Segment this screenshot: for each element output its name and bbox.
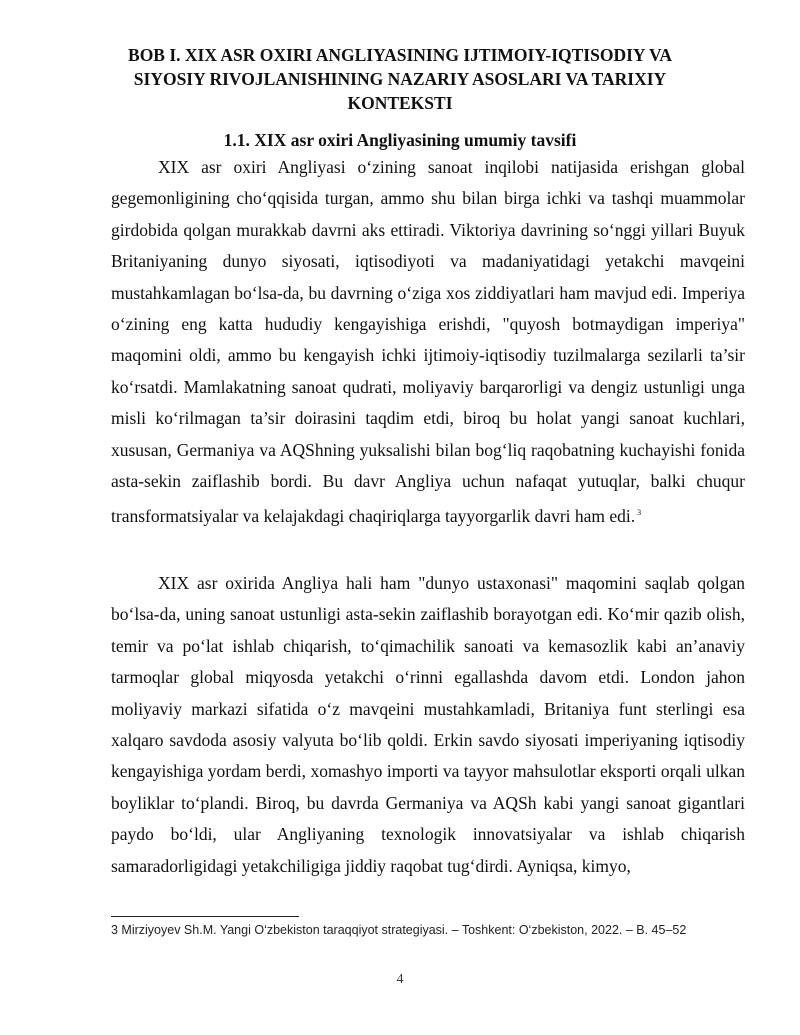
footnote: 3 Mirziyoyev Sh.M. Yangi O‘zbekiston taraqqiyot strategiyasi. – Toshkent: O‘zbekiston, 2022. – B. 45–52 <box>111 923 687 937</box>
footnote-divider <box>111 916 299 917</box>
chapter-title <box>110 43 690 115</box>
page-number: 4 <box>396 972 404 987</box>
footnote-reference[interactable]: 3 <box>637 508 642 518</box>
chapter-title-line: BOB I. XIX ASR OXIRI ANGLIYASINING IJTIMOIY-IQTISODIY VA <box>128 45 672 65</box>
body-paragraph <box>111 152 745 533</box>
paragraph-text: XIX asr oxirida Angliya hali ham "dunyo ustaxonasi" maqomini saqlab qolgan bo‘lsa-da, uning sanoat ustunligi asta-sekin zaiflashib borayotgan edi. Ko‘mir qazib olish, temir va po‘lat ishlab chiqarish, to‘qimachilik sanoati va kemasozlik kabi an’anaviy tarmoqlar global miqyosda yetakchi o‘rinni egallashda davom etdi. London jahon moliyaviy markazi sifatida o‘z mavqeini mustahkamladi, Britaniya funt sterlingi esa xalqaro savdoda asosiy valyuta bo‘lib qoldi. Erkin savdo siyosati imperiyaning iqtisodiy kengayishiga yordam berdi, xomashyo importi va tayyor mahsulotlar eksporti orqali ulkan boyliklar to‘plandi. Biroq, bu davrda Germaniya va AQSh kabi yangi sanoat gigantlari paydo bo‘ldi, ular Angliyaning texnologik innovatsiyalar va ishlab chiqarish samaradorligidagi yetakchiligiga jiddiy raqobat tug‘dirdi. Ayniqsa, kimyo, <box>111 573 745 876</box>
section-title: 1.1. XIX asr oxiri Angliyasining umumiy tavsifi <box>223 130 577 150</box>
body-paragraph <box>111 568 745 882</box>
paragraph-text: XIX asr oxiri Angliyasi o‘zining sanoat inqilobi natijasida erishgan global gegemonligining cho‘qqisida turgan, ammo shu bilan birga ichki va tashqi muammolar girdobida qolgan murakkab davrni aks ettiradi. Viktoriya davrining so‘nggi yillari Buyuk Britaniyaning dunyo siyosati, iqtisodiyoti va madaniyatidagi yetakchi mavqeini mustahkamlagan bo‘lsa-da, bu davrning o‘ziga xos ziddiyatlari ham mavjud edi. Imperiya o‘zining eng katta hududiy kengayishiga erishdi, "quyosh botmaydigan imperiya" maqomini oldi, ammo bu kengayish ichki ijtimoiy-iqtisodiy tuzilmalarga sezilarli ta’sir ko‘rsatdi. Mamlakatning sanoat qudrati, moliyaviy barqarorligi va dengiz ustunligi unga misli ko‘rilmagan ta’sir doirasini taqdim etdi, biroq bu holat yangi sanoat kuchlari, xususan, Germaniya va AQShning yuksalishi bilan bog‘liq raqobatning kuchayishi fonida asta-sekin zaiflashib bordi. Bu davr Angliya uchun nafaqat yutuqlar, balki chuqur transformatsiyalar va kelajakdagi chaqiriqlarga tayyorgarlik davri ham edi. <box>111 157 745 527</box>
chapter-title-line: SIYOSIY RIVOJLANISHINING NAZARIY ASOSLARI VA TARIXIY <box>133 69 667 89</box>
chapter-title-line: KONTEKSTI <box>347 93 453 113</box>
